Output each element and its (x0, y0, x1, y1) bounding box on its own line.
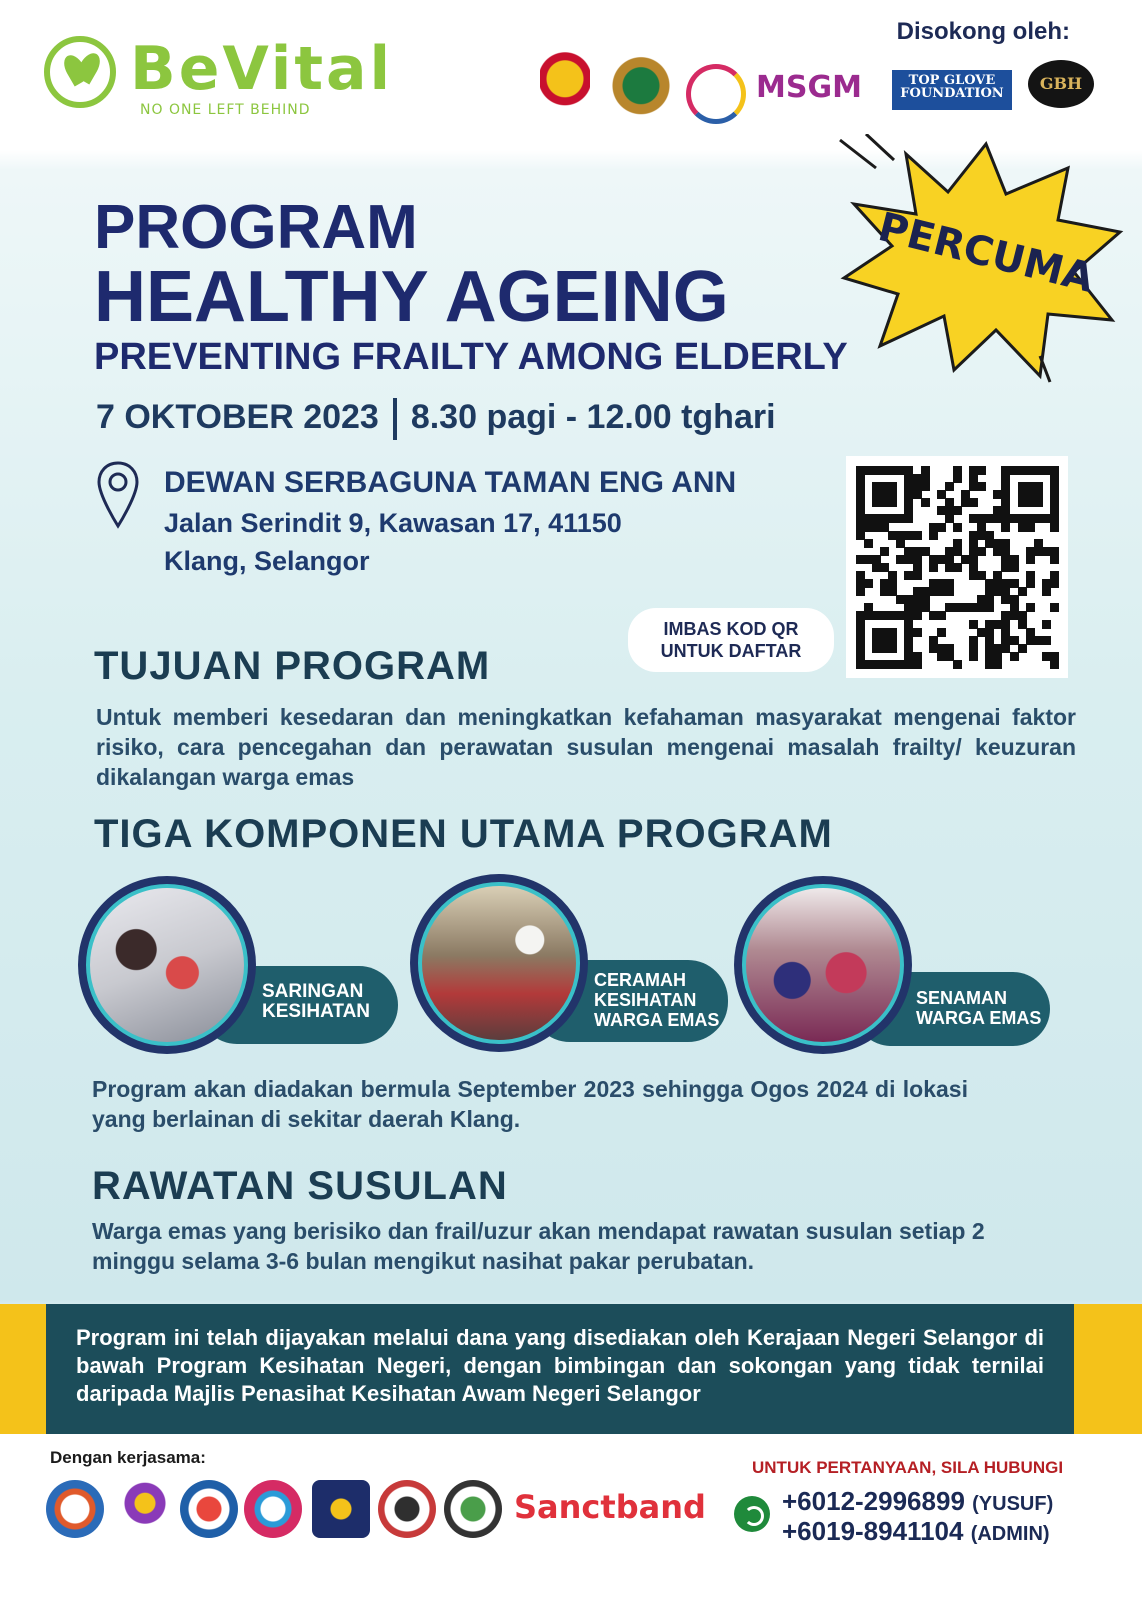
component-photo-ring (78, 876, 256, 1054)
funding-text: Program ini telah dijayakan melalui dana yang disediakan oleh Kerajaan Negeri Selangor di bawah Program Kesihatan Negeri, dengan bimbingan dan sokongan yang tidak ternilai daripada Majlis Penasihat Kesihatan Awam Negeri Selangor (46, 1304, 1074, 1434)
free-badge-label: PERCUMA (873, 204, 1099, 302)
venue-address-line1: Jalan Serindit 9, Kawasan 17, 41150 (164, 508, 622, 538)
contact-name: (YUSUF) (972, 1493, 1054, 1515)
title-program: PROGRAM (94, 193, 418, 262)
panel-penasihat-logo-icon (686, 64, 746, 124)
subtitle: PREVENTING FRAILTY AMONG ELDERLY (94, 336, 848, 378)
component-photo-ring (734, 876, 912, 1054)
gbh-logo: GBH (1028, 60, 1094, 108)
klang-crest-icon (608, 56, 674, 122)
event-time: 8.30 pagi - 12.00 tghari (410, 398, 776, 436)
police-badge-icon (312, 1480, 370, 1538)
event-date: 7 OKTOBER 2023 (96, 398, 379, 436)
component-label-line2: WARGA EMAS (916, 1008, 1042, 1028)
brand-tagline: NO ONE LEFT BEHIND (140, 102, 311, 118)
component-label-line2: KESIHATAN (262, 1001, 371, 1022)
registration-qr-code[interactable] (846, 456, 1068, 678)
divider (393, 398, 397, 440)
sukran-logo-icon (378, 1480, 436, 1538)
qr-instruction (628, 608, 834, 672)
venue-address-line2: Klang, Selangor (164, 546, 370, 576)
location-pin-icon (96, 460, 140, 530)
exercise-photo (742, 884, 904, 1046)
bevital-logo (44, 34, 484, 124)
component-label-line3: WARGA EMAS (594, 1010, 720, 1030)
contact-phone-1[interactable] (782, 1486, 1053, 1517)
health-screening-photo (86, 884, 248, 1046)
health-talk-photo (418, 882, 580, 1044)
pawe-logo-icon (116, 1480, 174, 1538)
components-heading: TIGA KOMPONEN UTAMA PROGRAM (94, 812, 833, 856)
component-photo-ring (410, 874, 588, 1052)
funding-banner (0, 1304, 1142, 1434)
brand-name: BeVital (130, 34, 394, 104)
partner-logo-1-icon (46, 1480, 104, 1538)
objective-text: Untuk memberi kesedaran dan meningkatkan kefahaman masyarakat mengenai faktor risiko, cara pencegahan dan perawatan susulan mengenai masalah frailty/ keuzuran dikalangan warga emas (96, 704, 1076, 790)
pawe-logo-2-icon (244, 1480, 302, 1538)
schedule-text: Program akan diadakan bermula September 2023 sehingga Ogos 2024 di lokasi yang berlainan di sekitar daerah Klang. (92, 1076, 968, 1132)
sanctband-logo: Sanctband (514, 1488, 706, 1526)
enquiry-label: UNTUK PERTANYAAN, SILA HUBUNGI (752, 1458, 1064, 1477)
selangor-crest-icon (540, 50, 590, 122)
venue-name: DEWAN SERBAGUNA TAMAN ENG ANN (164, 466, 737, 499)
sprout-icon (44, 36, 116, 108)
supported-by-label: Disokong oleh: (896, 18, 1070, 45)
event-datetime (96, 398, 776, 440)
qr-code-icon (856, 466, 1058, 668)
free-badge (836, 134, 1126, 384)
component-label-line1: CERAMAH (594, 970, 686, 990)
component-label-line2: KESIHATAN (594, 990, 697, 1010)
qr-instruction-line2: UNTUK DAFTAR (660, 641, 802, 661)
whatsapp-icon (734, 1496, 770, 1532)
objective-heading: TUJUAN PROGRAM (94, 644, 491, 688)
kewasia-logo-icon (444, 1480, 502, 1538)
contact-name: (ADMIN) (970, 1523, 1050, 1545)
contact-phone-2[interactable] (782, 1516, 1050, 1547)
top-glove-logo: TOP GLOVE FOUNDATION (892, 70, 1012, 110)
followup-heading: RAWATAN SUSULAN (92, 1164, 508, 1208)
phone-number: +6019-8941104 (782, 1516, 964, 1546)
msgm-logo: MSGM (756, 70, 862, 105)
component-label-line1: SENAMAN (916, 988, 1008, 1008)
partner-logo-3-icon (180, 1480, 238, 1538)
qr-instruction-line1: IMBAS KOD QR (663, 619, 799, 639)
partner-logos (44, 1474, 724, 1546)
title-healthy-ageing: HEALTHY AGEING (94, 257, 729, 337)
followup-text: Warga emas yang berisiko dan frail/uzur akan mendapat rawatan susulan setiap 2 minggu selama 3-6 bulan mengikut nasihat pakar perubatan. (92, 1218, 985, 1274)
cooperation-label: Dengan kerjasama: (50, 1448, 206, 1467)
phone-number: +6012-2996899 (782, 1486, 965, 1516)
sponsor-logos (540, 50, 1100, 130)
component-label-line1: SARINGAN (262, 981, 364, 1002)
